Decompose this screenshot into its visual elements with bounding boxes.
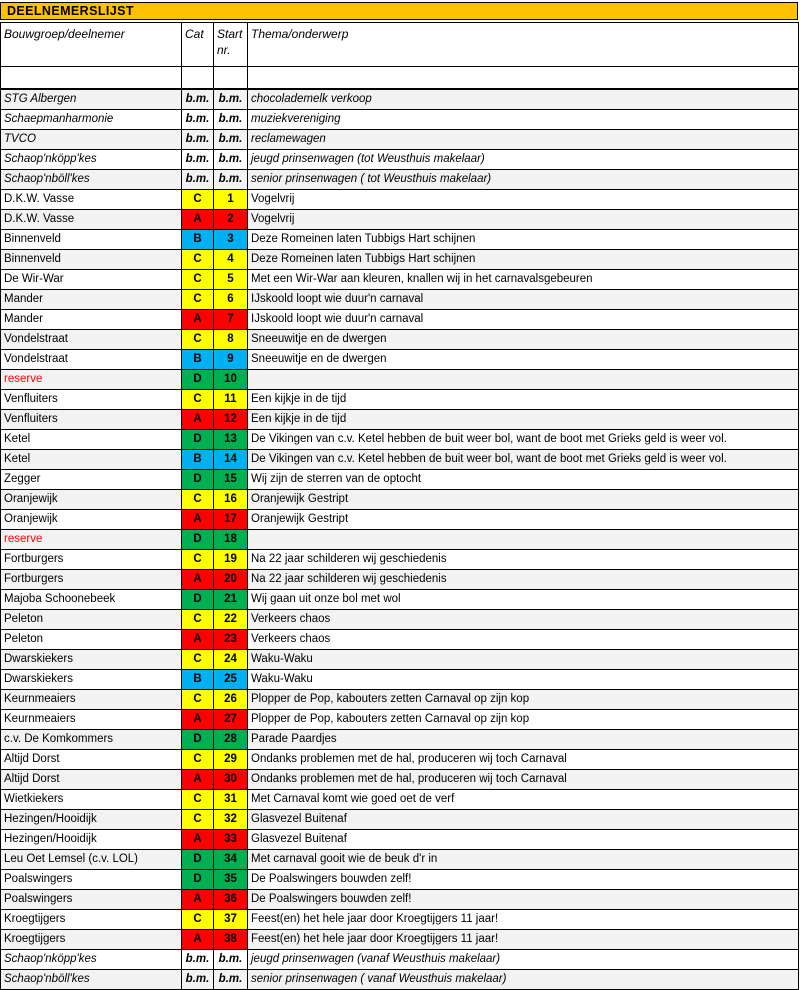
- cell-thema: IJskoold loopt wie duur'n carnaval: [248, 309, 799, 329]
- cell-start-number: b.m.: [214, 109, 248, 129]
- cell-category: A: [182, 209, 214, 229]
- cell-participant-name: Schaop'nböll'kes: [1, 969, 182, 989]
- cell-start-number: 4: [214, 249, 248, 269]
- cell-thema: De Poalswingers bouwden zelf!: [248, 889, 799, 909]
- table-row: [1, 889, 799, 909]
- table-row: [1, 149, 799, 169]
- cell-start-number: b.m.: [214, 89, 248, 110]
- cell-thema: chocolademelk verkoop: [248, 89, 799, 110]
- cell-thema: Verkeers chaos: [248, 629, 799, 649]
- cell-category: A: [182, 709, 214, 729]
- cell-participant-name: Poalswingers: [1, 869, 182, 889]
- table-row: [1, 109, 799, 129]
- cell-category: D: [182, 849, 214, 869]
- table-row: [1, 89, 799, 110]
- table-row: [1, 969, 799, 989]
- table-row: [1, 389, 799, 409]
- cell-thema: Glasvezel Buitenaf: [248, 829, 799, 849]
- cell-start-number: 17: [214, 509, 248, 529]
- cell-participant-name: Ketel: [1, 449, 182, 469]
- cell-participant-name: reserve: [1, 529, 182, 549]
- cell-start-number: b.m.: [214, 149, 248, 169]
- column-header-name: Bouwgroep/deelnemer: [1, 23, 182, 67]
- table-row: [1, 909, 799, 929]
- cell-start-number: 15: [214, 469, 248, 489]
- cell-category: C: [182, 789, 214, 809]
- cell-start-number: 10: [214, 369, 248, 389]
- cell-thema: senior prinsenwagen ( vanaf Weusthuis makelaar): [248, 969, 799, 989]
- cell-start-number: 1: [214, 189, 248, 209]
- spacer-cell-start: [214, 67, 248, 89]
- cell-participant-name: Schaop'nköpp'kes: [1, 949, 182, 969]
- cell-start-number: 28: [214, 729, 248, 749]
- cell-start-number: 6: [214, 289, 248, 309]
- table-row: [1, 569, 799, 589]
- cell-start-number: 20: [214, 569, 248, 589]
- cell-start-number: 5: [214, 269, 248, 289]
- column-header-start: Start nr.: [214, 23, 248, 67]
- cell-category: b.m.: [182, 969, 214, 989]
- table-row: [1, 229, 799, 249]
- table-row: [1, 589, 799, 609]
- cell-category: D: [182, 469, 214, 489]
- cell-category: D: [182, 369, 214, 389]
- table-row: [1, 209, 799, 229]
- cell-category: C: [182, 749, 214, 769]
- cell-start-number: 24: [214, 649, 248, 669]
- cell-start-number: 32: [214, 809, 248, 829]
- cell-start-number: b.m.: [214, 949, 248, 969]
- cell-thema: De Vikingen van c.v. Ketel hebben de buit weer bol, want de boot met Grieks geld is weer vol.: [248, 449, 799, 469]
- cell-start-number: 33: [214, 829, 248, 849]
- table-row: [1, 489, 799, 509]
- cell-participant-name: Kroegtijgers: [1, 909, 182, 929]
- cell-thema: reclamewagen: [248, 129, 799, 149]
- page-title: DEELNEMERSLIJST: [7, 3, 134, 18]
- cell-thema: senior prinsenwagen ( tot Weusthuis makelaar): [248, 169, 799, 189]
- table-row: [1, 169, 799, 189]
- cell-participant-name: Schaepmanharmonie: [1, 109, 182, 129]
- cell-start-number: 7: [214, 309, 248, 329]
- table-row: [1, 409, 799, 429]
- table-row: [1, 729, 799, 749]
- spacer-cell-cat: [182, 67, 214, 89]
- cell-participant-name: Peleton: [1, 629, 182, 649]
- cell-thema: Een kijkje in de tijd: [248, 389, 799, 409]
- cell-participant-name: D.K.W. Vasse: [1, 189, 182, 209]
- cell-category: B: [182, 669, 214, 689]
- table-row: [1, 189, 799, 209]
- cell-thema: [248, 529, 799, 549]
- cell-category: A: [182, 829, 214, 849]
- cell-category: b.m.: [182, 149, 214, 169]
- cell-participant-name: De Wir-War: [1, 269, 182, 289]
- cell-participant-name: Dwarskiekers: [1, 649, 182, 669]
- cell-start-number: 26: [214, 689, 248, 709]
- cell-thema: Met Carnaval komt wie goed oet de verf: [248, 789, 799, 809]
- cell-participant-name: Venfluiters: [1, 389, 182, 409]
- cell-category: C: [182, 649, 214, 669]
- cell-category: D: [182, 869, 214, 889]
- cell-start-number: 21: [214, 589, 248, 609]
- table-row: [1, 129, 799, 149]
- cell-category: D: [182, 429, 214, 449]
- cell-thema: De Vikingen van c.v. Ketel hebben de buit weer bol, want de boot met Grieks geld is weer vol.: [248, 429, 799, 449]
- cell-thema: Sneeuwitje en de dwergen: [248, 329, 799, 349]
- cell-thema: Ondanks problemen met de hal, produceren wij toch Carnaval: [248, 769, 799, 789]
- cell-participant-name: Majoba Schoonebeek: [1, 589, 182, 609]
- cell-thema: Feest(en) het hele jaar door Kroegtijgers 11 jaar!: [248, 929, 799, 949]
- table-row: [1, 809, 799, 829]
- cell-participant-name: Altijd Dorst: [1, 749, 182, 769]
- spacer-cell-name: [1, 67, 182, 89]
- table-row: [1, 929, 799, 949]
- table-row: [1, 849, 799, 869]
- cell-category: b.m.: [182, 949, 214, 969]
- cell-category: C: [182, 189, 214, 209]
- cell-thema: [248, 369, 799, 389]
- table-row: [1, 549, 799, 569]
- table-row: [1, 369, 799, 389]
- cell-thema: Wij gaan uit onze bol met wol: [248, 589, 799, 609]
- cell-category: C: [182, 689, 214, 709]
- cell-participant-name: Keurnmeaiers: [1, 689, 182, 709]
- cell-participant-name: Hezingen/Hooidijk: [1, 829, 182, 849]
- cell-category: A: [182, 409, 214, 429]
- cell-participant-name: Vondelstraat: [1, 329, 182, 349]
- cell-thema: Oranjewijk Gestript: [248, 509, 799, 529]
- cell-thema: Met een Wir-War aan kleuren, knallen wij in het carnavalsgebeuren: [248, 269, 799, 289]
- cell-start-number: 8: [214, 329, 248, 349]
- cell-start-number: 2: [214, 209, 248, 229]
- cell-thema: Met carnaval gooit wie de beuk d'r in: [248, 849, 799, 869]
- cell-category: A: [182, 929, 214, 949]
- cell-start-number: 38: [214, 929, 248, 949]
- cell-start-number: 14: [214, 449, 248, 469]
- cell-category: b.m.: [182, 169, 214, 189]
- cell-thema: Plopper de Pop, kabouters zetten Carnaval op zijn kop: [248, 689, 799, 709]
- cell-category: B: [182, 449, 214, 469]
- table-row: [1, 509, 799, 529]
- cell-start-number: 31: [214, 789, 248, 809]
- cell-start-number: 16: [214, 489, 248, 509]
- cell-thema: jeugd prinsenwagen (tot Weusthuis makelaar): [248, 149, 799, 169]
- table-row: [1, 869, 799, 889]
- cell-participant-name: Binnenveld: [1, 229, 182, 249]
- table-row: [1, 609, 799, 629]
- cell-start-number: 25: [214, 669, 248, 689]
- cell-category: C: [182, 249, 214, 269]
- cell-start-number: 36: [214, 889, 248, 909]
- cell-category: B: [182, 229, 214, 249]
- table-row: [1, 309, 799, 329]
- table-row: [1, 469, 799, 489]
- cell-participant-name: Keurnmeaiers: [1, 709, 182, 729]
- cell-start-number: 27: [214, 709, 248, 729]
- cell-participant-name: Hezingen/Hooidijk: [1, 809, 182, 829]
- table-row: [1, 289, 799, 309]
- cell-category: C: [182, 549, 214, 569]
- cell-thema: jeugd prinsenwagen (vanaf Weusthuis makelaar): [248, 949, 799, 969]
- cell-start-number: 37: [214, 909, 248, 929]
- cell-start-number: 12: [214, 409, 248, 429]
- table-row: [1, 709, 799, 729]
- cell-participant-name: Peleton: [1, 609, 182, 629]
- cell-participant-name: Venfluiters: [1, 409, 182, 429]
- cell-participant-name: Leu Oet Lemsel (c.v. LOL): [1, 849, 182, 869]
- table-row: [1, 769, 799, 789]
- cell-start-number: 19: [214, 549, 248, 569]
- table-row: [1, 349, 799, 369]
- participants-table: [0, 22, 799, 990]
- cell-participant-name: Dwarskiekers: [1, 669, 182, 689]
- cell-category: C: [182, 269, 214, 289]
- column-header-thema: Thema/onderwerp: [248, 23, 799, 67]
- cell-category: A: [182, 769, 214, 789]
- cell-category: b.m.: [182, 89, 214, 110]
- cell-category: C: [182, 909, 214, 929]
- cell-thema: De Poalswingers bouwden zelf!: [248, 869, 799, 889]
- list-title-bar: [0, 2, 798, 20]
- cell-participant-name: Oranjewijk: [1, 509, 182, 529]
- table-row: [1, 329, 799, 349]
- cell-thema: Vogelvrij: [248, 209, 799, 229]
- cell-start-number: 11: [214, 389, 248, 409]
- cell-thema: Ondanks problemen met de hal, produceren wij toch Carnaval: [248, 749, 799, 769]
- cell-thema: Een kijkje in de tijd: [248, 409, 799, 429]
- table-row: [1, 269, 799, 289]
- cell-category: A: [182, 629, 214, 649]
- cell-category: A: [182, 889, 214, 909]
- cell-start-number: 18: [214, 529, 248, 549]
- cell-thema: Na 22 jaar schilderen wij geschiedenis: [248, 569, 799, 589]
- cell-participant-name: Schaop'nköpp'kes: [1, 149, 182, 169]
- cell-participant-name: Vondelstraat: [1, 349, 182, 369]
- cell-participant-name: Binnenveld: [1, 249, 182, 269]
- cell-thema: muziekvereniging: [248, 109, 799, 129]
- cell-participant-name: c.v. De Komkommers: [1, 729, 182, 749]
- cell-start-number: 3: [214, 229, 248, 249]
- cell-start-number: b.m.: [214, 969, 248, 989]
- cell-participant-name: Oranjewijk: [1, 489, 182, 509]
- cell-participant-name: Kroegtijgers: [1, 929, 182, 949]
- column-header-cat: Cat: [182, 23, 214, 67]
- spacer-cell-thema: [248, 67, 799, 89]
- cell-participant-name: Mander: [1, 309, 182, 329]
- cell-category: C: [182, 389, 214, 409]
- table-row: [1, 629, 799, 649]
- cell-thema: Deze Romeinen laten Tubbigs Hart schijnen: [248, 229, 799, 249]
- cell-participant-name: Mander: [1, 289, 182, 309]
- cell-start-number: 23: [214, 629, 248, 649]
- cell-start-number: 22: [214, 609, 248, 629]
- table-row: [1, 649, 799, 669]
- cell-participant-name: Poalswingers: [1, 889, 182, 909]
- cell-thema: Parade Paardjes: [248, 729, 799, 749]
- cell-start-number: b.m.: [214, 169, 248, 189]
- cell-participant-name: Wietkiekers: [1, 789, 182, 809]
- cell-participant-name: TVCO: [1, 129, 182, 149]
- cell-category: C: [182, 289, 214, 309]
- cell-participant-name: Fortburgers: [1, 549, 182, 569]
- cell-participant-name: reserve: [1, 369, 182, 389]
- cell-participant-name: Altijd Dorst: [1, 769, 182, 789]
- cell-thema: Plopper de Pop, kabouters zetten Carnaval op zijn kop: [248, 709, 799, 729]
- cell-category: b.m.: [182, 109, 214, 129]
- cell-category: C: [182, 329, 214, 349]
- table-header-row: [1, 23, 799, 67]
- cell-thema: Waku-Waku: [248, 669, 799, 689]
- table-row: [1, 669, 799, 689]
- cell-category: C: [182, 489, 214, 509]
- cell-thema: Waku-Waku: [248, 649, 799, 669]
- cell-participant-name: D.K.W. Vasse: [1, 209, 182, 229]
- cell-category: C: [182, 609, 214, 629]
- cell-thema: Glasvezel Buitenaf: [248, 809, 799, 829]
- cell-participant-name: Fortburgers: [1, 569, 182, 589]
- cell-participant-name: Zegger: [1, 469, 182, 489]
- cell-participant-name: Ketel: [1, 429, 182, 449]
- cell-thema: Wij zijn de sterren van de optocht: [248, 469, 799, 489]
- table-row: [1, 829, 799, 849]
- cell-start-number: 29: [214, 749, 248, 769]
- cell-participant-name: STG Albergen: [1, 89, 182, 110]
- cell-category: A: [182, 569, 214, 589]
- cell-thema: Feest(en) het hele jaar door Kroegtijgers 11 jaar!: [248, 909, 799, 929]
- table-row: [1, 449, 799, 469]
- cell-thema: Na 22 jaar schilderen wij geschiedenis: [248, 549, 799, 569]
- cell-thema: Vogelvrij: [248, 189, 799, 209]
- table-row: [1, 949, 799, 969]
- cell-start-number: 9: [214, 349, 248, 369]
- cell-participant-name: Schaop'nböll'kes: [1, 169, 182, 189]
- cell-category: D: [182, 589, 214, 609]
- cell-thema: Verkeers chaos: [248, 609, 799, 629]
- table-row: [1, 749, 799, 769]
- cell-category: A: [182, 309, 214, 329]
- cell-category: A: [182, 509, 214, 529]
- cell-category: B: [182, 349, 214, 369]
- table-row: [1, 429, 799, 449]
- cell-thema: IJskoold loopt wie duur'n carnaval: [248, 289, 799, 309]
- cell-start-number: 30: [214, 769, 248, 789]
- cell-start-number: b.m.: [214, 129, 248, 149]
- cell-category: C: [182, 809, 214, 829]
- cell-thema: Deze Romeinen laten Tubbigs Hart schijnen: [248, 249, 799, 269]
- table-row: [1, 789, 799, 809]
- table-row: [1, 249, 799, 269]
- cell-start-number: 13: [214, 429, 248, 449]
- cell-category: D: [182, 529, 214, 549]
- cell-start-number: 34: [214, 849, 248, 869]
- table-row: [1, 529, 799, 549]
- table-row: [1, 689, 799, 709]
- table-spacer-row: [1, 67, 799, 89]
- cell-thema: Sneeuwitje en de dwergen: [248, 349, 799, 369]
- cell-thema: Oranjewijk Gestript: [248, 489, 799, 509]
- cell-start-number: 35: [214, 869, 248, 889]
- cell-category: b.m.: [182, 129, 214, 149]
- cell-category: D: [182, 729, 214, 749]
